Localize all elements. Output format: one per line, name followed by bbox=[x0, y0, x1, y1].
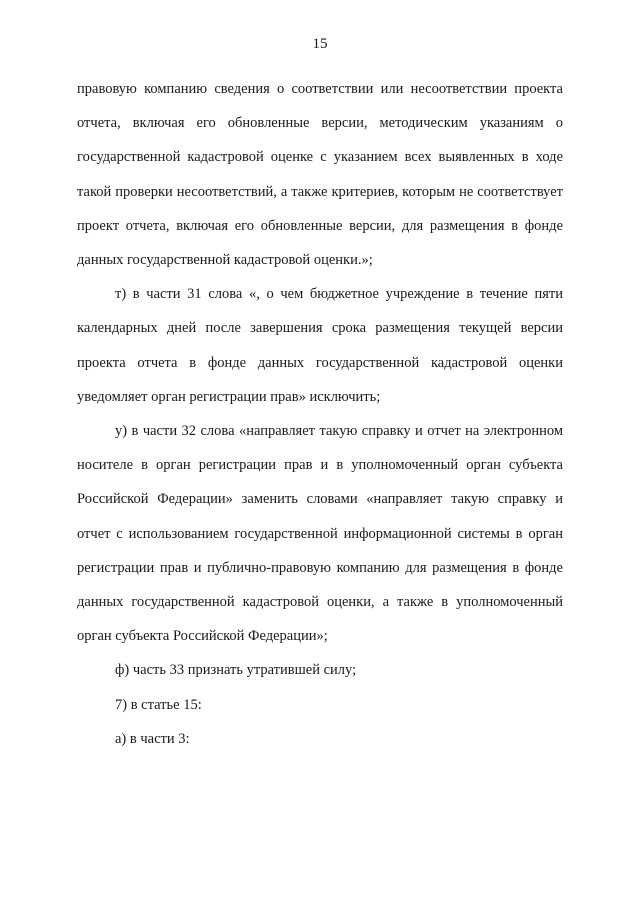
paragraph-continuation: правовую компанию сведения о соответствии или несоответствии проекта отчета, включая его обновленные версии, методическим указаниям о государственной кадастровой оценке с указанием всех выявленных в ходе такой проверки несоответствий, а также критериев, которым не соответствует проект отчета, включая его обновленные версии, для размещения в фонде данных государственной кадастровой оценки.»; bbox=[77, 81, 563, 269]
paragraph-item-u: у) в части 32 слова «направляет такую справку и отчет на электронном носителе в орган регистрации прав и в уполномоченный орган субъекта Российской Федерации» заменить словами «направляет такую справку и отчет с использованием государственной информационной системы в орган регистрации прав и публично-правовую компанию для размещения в фонде данных государственной кадастровой оценки, а также в уполномоченный орган субъекта Российской Федерации»; bbox=[77, 423, 563, 645]
paragraph-article-15: 7) в статье 15: bbox=[115, 696, 202, 713]
page-number: 15 bbox=[312, 36, 328, 52]
paragraph-item-a: а) в части 3: bbox=[115, 730, 190, 747]
paragraph-item-t: т) в части 31 слова «, о чем бюджетное учреждение в течение пяти календарных дней после завершения срока размещения текущей версии проекта отчета в фонде данных государственной кадастровой оценки уведомляет орган регистрации прав» исключить; bbox=[77, 286, 563, 405]
paragraph-item-f: ф) часть 33 признать утратившей силу; bbox=[115, 662, 357, 679]
document-body bbox=[77, 72, 563, 756]
